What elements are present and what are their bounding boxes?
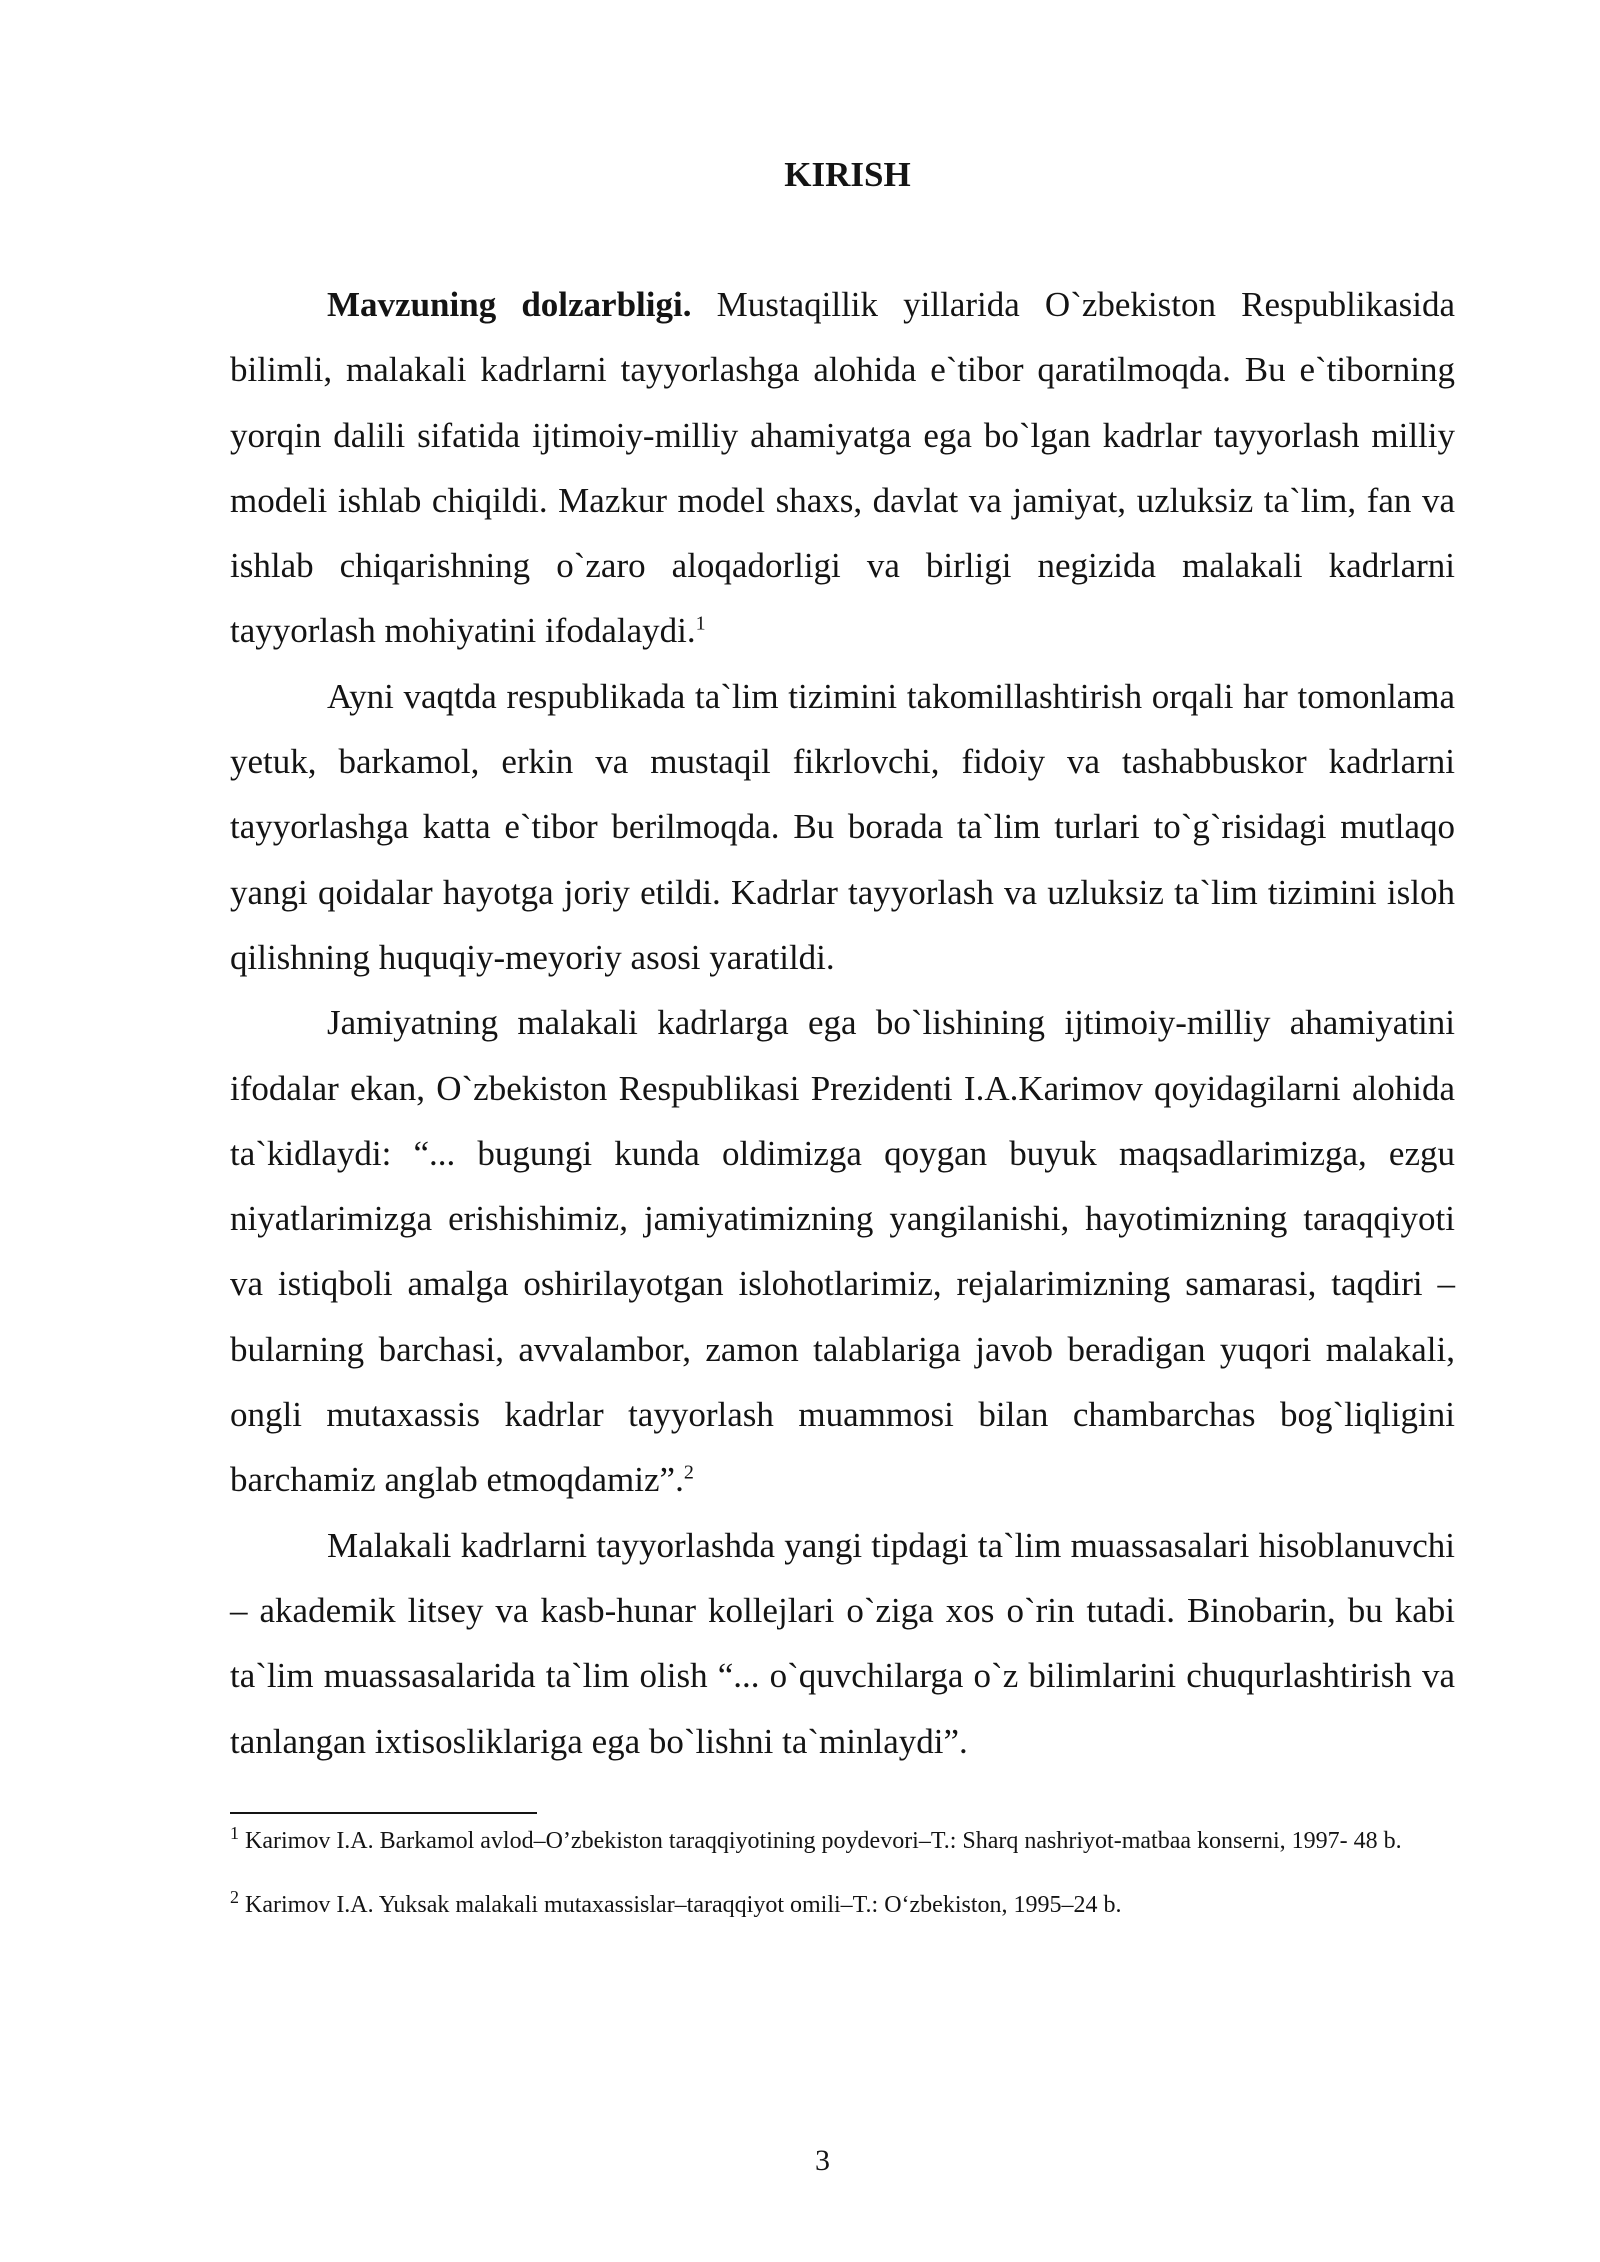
- footnote-reference[interactable]: 1: [695, 612, 706, 635]
- paragraph-text: Malakali kadrlarni tayyorlashda yangi tipdagi ta`lim muassasalari hisoblanuvchi – akademik litsey va kasb-hunar kollejlari o`ziga xos o`rin tutadi. Binobarin, bu kabi ta`lim muassasalarida ta`lim olish “... o`quvchilarga o`z bilimlarini chuqurlashtirish va tanlangan ixtisosliklariga ega bo`lishni ta`minlaydi”.: [230, 1525, 1455, 1761]
- footnotes: [230, 1824, 1455, 1922]
- footnote-number: 2: [230, 1886, 239, 1907]
- paragraph-text: Ayni vaqtda respublikada ta`lim tizimini takomillashtirish orqali har tomonlama yetuk, barkamol, erkin va mustaqil fikrlovchi, fidoiy va tashabbuskor kadrlarni tayyorlashga katta e`tibor berilmoqda. Bu borada ta`lim turlari to`g`risidagi mutlaqo yangi qoidalar hayotga joriy etildi. Kadrlar tayyorlash va uzluksiz ta`lim tizimini isloh qilishning huquqiy-meyoriy asosi yaratildi.: [230, 676, 1455, 977]
- footnote-reference[interactable]: 2: [683, 1461, 694, 1484]
- footnote-number: 1: [230, 1822, 239, 1843]
- paragraph-text: Mustaqillik yillarida O`zbekiston Respublikasida bilimli, malakali kadrlarni tayyorlashga alohida e`tibor qaratilmoqda. Bu e`tiborning yorqin dalili sifatida ijtimoiy-milliy ahamiyatga ega bo`lgan kadrlar tayyorlash milliy modeli ishlab chiqildi. Mazkur model shaxs, davlat va jamiyat, uzluksiz ta`lim, fan va ishlab chiqarishning o`zaro aloqadorligi va birligi negizida malakali kadrlarni tayyorlash mohiyatini ifodalaydi.: [230, 285, 1455, 651]
- paragraph-lyceums: [230, 1513, 1455, 1774]
- page-title: KIRISH: [784, 155, 911, 194]
- paragraph-president-quote: [230, 990, 1455, 1512]
- footnote-text: Karimov I.A. Barkamol avlod–O’zbekiston taraqqiyotining poydevori–T.: Sharq nashriyot-matbaa konserni, 1997- 48 b.: [239, 1827, 1402, 1854]
- footnote-2: [230, 1888, 1455, 1922]
- paragraph-lead-heading: Mavzuning dolzarbligi.: [327, 285, 692, 324]
- paragraph-education-system: [230, 664, 1455, 990]
- footnote-separator: [230, 1812, 537, 1814]
- page-number: 3: [815, 2144, 830, 2177]
- footnote-text: Karimov I.A. Yuksak malakali mutaxassislar–taraqqiyot omili–T.: O‘zbekiston, 1995–24 b.: [239, 1891, 1122, 1918]
- paragraph-relevance: [230, 272, 1455, 664]
- footnote-1: [230, 1824, 1455, 1858]
- paragraph-text: Jamiyatning malakali kadrlarga ega bo`lishining ijtimoiy-milliy ahamiyatini ifodalar ekan, O`zbekiston Respublikasi Prezidenti I.A.Karimov qoyidagilarni alohida ta`kidlaydi: “... bugungi kunda oldimizga qoygan buyuk maqsadlarimizga, ezgu niyatlarimizga erishishimiz, jamiyatimizning yangilanishi, hayotimizning taraqqiyoti va istiqboli amalga oshirilayotgan islohotlarimiz, rejalarimizning samarasi, taqdiri – bularning barchasi, avvalambor, zamon talablariga javob beradigan yuqori malakali, ongli mutaxassis kadrlar tayyorlash muammosi bilan chambarchas bog`liqligini barchamiz anglab etmoqdamiz”.: [230, 1003, 1455, 1500]
- document-page: [230, 140, 1455, 1952]
